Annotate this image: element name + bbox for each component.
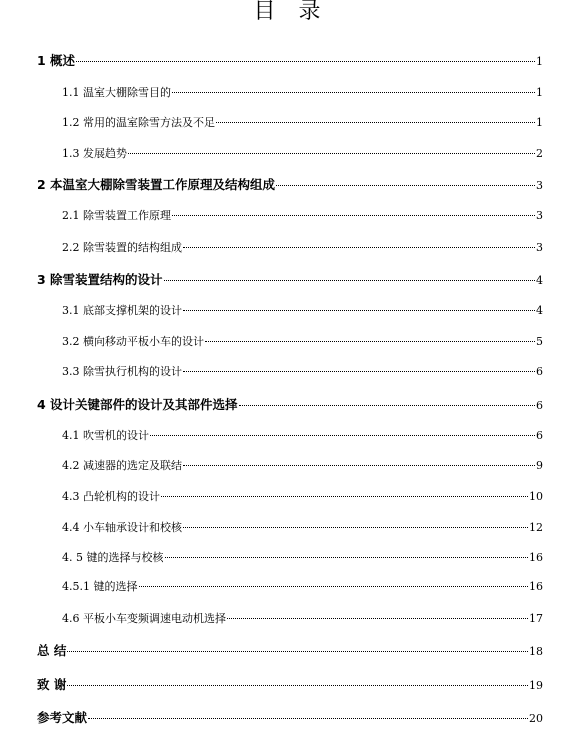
dot-leader (183, 526, 528, 528)
toc-entry-label: 1.1 温室大棚除雪目的 (62, 86, 171, 99)
toc-entry-page-number: 12 (529, 521, 543, 534)
toc-entry-label: 2.2 除雪装置的结构组成 (62, 241, 182, 254)
toc-entry-page-number: 1 (536, 86, 543, 99)
toc-entry[interactable] (37, 677, 543, 693)
toc-entry[interactable] (62, 334, 543, 350)
dot-leader (150, 434, 535, 436)
toc-entry[interactable] (37, 177, 543, 193)
dot-leader (76, 60, 535, 62)
toc-entry-label: 3.3 除雪执行机构的设计 (62, 365, 182, 378)
toc-entry[interactable] (37, 53, 543, 69)
dot-leader (88, 717, 528, 719)
dot-leader (164, 279, 535, 281)
toc-entry-label: 4.6 平板小车变频调速电动机选择 (62, 612, 226, 625)
dot-leader (165, 556, 529, 558)
toc-entry[interactable] (37, 643, 543, 659)
toc-entry[interactable] (62, 611, 543, 627)
toc-entry-page-number: 3 (536, 209, 543, 222)
page-title: 目 录 (253, 0, 329, 24)
toc-entry-label: 3.2 横向移动平板小车的设计 (62, 335, 204, 348)
toc-entry-page-number: 10 (529, 490, 543, 503)
toc-entry-label: 4 设计关键部件的设计及其部件选择 (37, 397, 238, 412)
toc-entry-label: 4.1 吹雪机的设计 (62, 429, 149, 442)
toc-entry-page-number: 3 (536, 241, 543, 254)
dot-leader (172, 91, 535, 93)
toc-entry[interactable] (37, 710, 543, 726)
toc-entry-label: 4. 5 键的选择与校核 (62, 551, 164, 564)
dot-leader (239, 404, 535, 406)
toc-entry-page-number: 19 (529, 679, 543, 692)
toc-entry-label: 4.2 减速器的选定及联结 (62, 459, 182, 472)
toc-entry-label: 1.2 常用的温室除雪方法及不足 (62, 116, 215, 129)
toc-entry[interactable] (37, 397, 543, 413)
toc-entry-page-number: 1 (536, 55, 543, 68)
toc-entry[interactable] (62, 364, 543, 380)
toc-entry[interactable] (62, 303, 543, 319)
dot-leader (161, 495, 528, 497)
toc-entry[interactable] (62, 240, 543, 256)
dot-leader (183, 370, 535, 372)
toc-entry-page-number: 9 (536, 459, 543, 472)
toc-entry-page-number: 20 (529, 712, 543, 725)
toc-entry[interactable] (62, 579, 543, 595)
toc-entry[interactable] (62, 146, 543, 162)
toc-entry-page-number: 18 (529, 645, 543, 658)
toc-entry-label: 1.3 发展趋势 (62, 147, 127, 160)
dot-leader (183, 309, 535, 311)
dot-leader (172, 214, 535, 216)
toc-entry[interactable] (62, 115, 543, 131)
dot-leader (183, 246, 535, 248)
toc-entry-label: 3 除雪装置结构的设计 (37, 272, 163, 287)
toc-entry[interactable] (62, 550, 543, 566)
toc-entry-page-number: 17 (529, 612, 543, 625)
toc-entry-page-number: 6 (536, 365, 543, 378)
toc-entry-label: 2 本温室大棚除雪装置工作原理及结构组成 (37, 177, 276, 192)
toc-entry-page-number: 4 (536, 304, 543, 317)
dot-leader (227, 617, 528, 619)
dot-leader (216, 121, 535, 123)
toc-entry[interactable] (62, 458, 543, 474)
toc-entry-page-number: 6 (536, 429, 543, 442)
toc-entry[interactable] (37, 272, 543, 288)
toc-entry-page-number: 2 (536, 147, 543, 160)
dot-leader (205, 340, 535, 342)
toc-entry[interactable] (62, 85, 543, 101)
toc-entry-label: 2.1 除雪装置工作原理 (62, 209, 171, 222)
dot-leader (67, 684, 528, 686)
dot-leader (139, 585, 529, 587)
toc-entry[interactable] (62, 428, 543, 444)
toc-entry-label: 4.5.1 键的选择 (62, 580, 138, 593)
toc-entry-label: 致 谢 (37, 677, 67, 692)
toc-entry[interactable] (62, 208, 543, 224)
toc-entry-page-number: 16 (529, 580, 543, 593)
dot-leader (128, 152, 535, 154)
toc-entry-page-number: 3 (536, 179, 543, 192)
toc-entry-page-number: 16 (529, 551, 543, 564)
toc-entry[interactable] (62, 489, 543, 505)
dot-leader (276, 184, 535, 186)
toc-entry-page-number: 6 (536, 399, 543, 412)
toc-entry-label: 4.4 小车轴承设计和校核 (62, 521, 182, 534)
toc-entry-page-number: 1 (536, 116, 543, 129)
dot-leader (67, 650, 528, 652)
toc-entry-page-number: 5 (536, 335, 543, 348)
toc-entry-label: 3.1 底部支撑机架的设计 (62, 304, 182, 317)
toc-entry-label: 1 概述 (37, 53, 76, 68)
toc-entry-page-number: 4 (536, 274, 543, 287)
toc-entry-label: 参考文献 (37, 710, 88, 725)
toc-entry-label: 总 结 (37, 643, 67, 658)
dot-leader (183, 464, 535, 466)
toc-entry-label: 4.3 凸轮机构的设计 (62, 490, 160, 503)
toc-entry[interactable] (62, 520, 543, 536)
